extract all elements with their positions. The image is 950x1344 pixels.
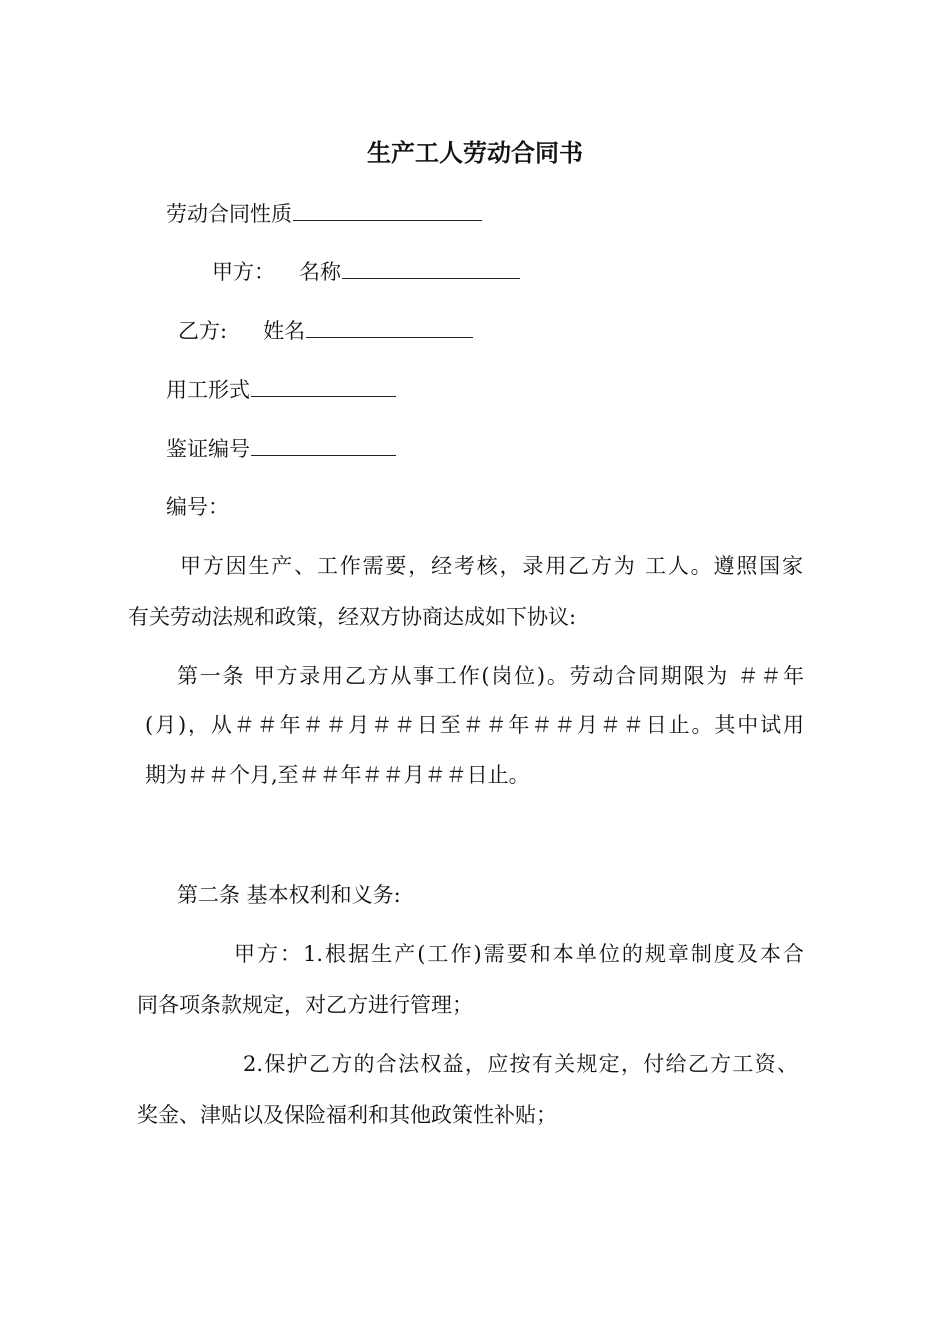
nature-label: 劳动合同性质: [166, 202, 292, 226]
party-b-field: [178, 315, 473, 346]
party-b-name-blank[interactable]: [306, 315, 473, 338]
article1-line-1: 第一条 甲方录用乙方从事工作(岗位)。劳动合同期限为 ＃＃年: [177, 664, 804, 688]
employment-form-blank[interactable]: [251, 374, 396, 397]
certification-no-field: [166, 433, 396, 464]
party-a-name-label: 名称: [299, 260, 341, 284]
article2-item1-line-2: 同各项条款规定，对乙方进行管理；: [137, 993, 473, 1017]
party-b-name-label: 姓名: [263, 319, 306, 343]
document-title: 生产工人劳动合同书: [367, 138, 583, 167]
intro-line-1: 甲方因生产、工作需要，经考核，录用乙方为 工人。遵照国家: [180, 554, 803, 578]
certification-no-blank[interactable]: [251, 433, 396, 456]
article2-item2-line-1: 2.保护乙方的合法权益，应按有关规定，付给乙方工资、: [243, 1052, 798, 1076]
article1-line-3: 期为＃＃个月,至＃＃年＃＃月＃＃日止。: [145, 763, 530, 787]
party-a-name-blank[interactable]: [342, 256, 520, 279]
article2-item2-line-2: 奖金、津贴以及保险福利和其他政策性补贴；: [137, 1103, 557, 1127]
certification-no-label: 鉴证编号: [166, 437, 250, 461]
number-label: 编号：: [166, 495, 229, 519]
party-a-label: 甲方：: [212, 260, 275, 284]
party-a-field: [212, 256, 520, 287]
employment-form-label: 用工形式: [166, 378, 250, 402]
article2-item1-line-1: 甲方：1.根据生产(工作)需要和本单位的规章制度及本合: [234, 942, 804, 966]
article1-line-2: (月)，从＃＃年＃＃月＃＃日至＃＃年＃＃月＃＃日止。其中试用: [145, 713, 804, 737]
employment-form-field: [166, 374, 396, 405]
article2-heading: 第二条 基本权利和义务:: [177, 883, 401, 907]
intro-line-2: 有关劳动法规和政策，经双方协商达成如下协议:: [128, 605, 577, 629]
nature-field: [166, 198, 482, 229]
party-b-label: 乙方:: [178, 319, 228, 343]
nature-blank[interactable]: [293, 198, 482, 221]
